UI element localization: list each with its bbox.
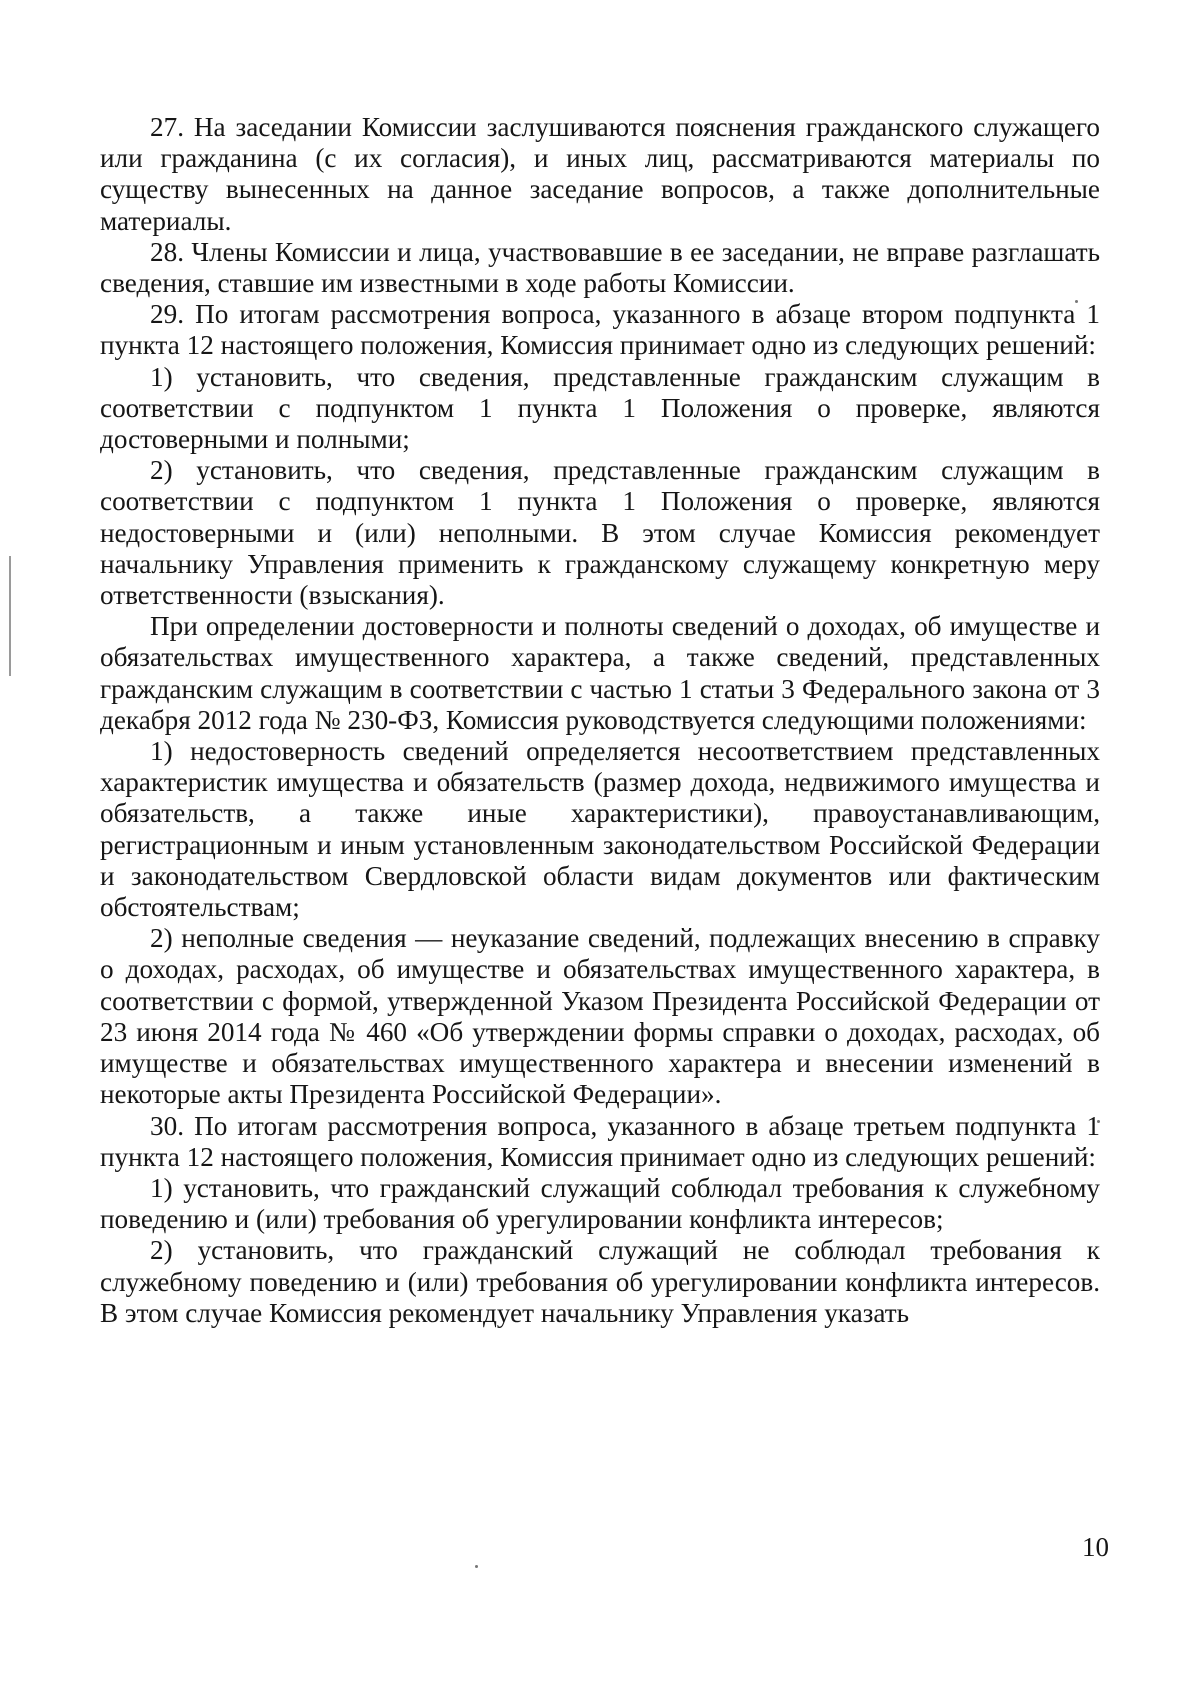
paragraph-29-item-2: 2) установить, что сведения, представленные гражданским служащим в соответствии с подпунктом 1 пункта 1 Положения о проверке, являются недостоверными и (или) неполными. В этом случае Комиссия рекомендует начальнику Управления применить к гражданскому служащему конкретную меру ответственности (взыскания).: [100, 455, 1100, 611]
paragraph-30-item-2: 2) установить, что гражданский служащий не соблюдал требования к служебному поведению и (или) требования об урегулировании конфликта интересов. В этом случае Комиссия рекомендует начальнику Управления указать: [100, 1235, 1100, 1328]
scan-speck: [475, 1565, 478, 1568]
paragraph-29-criteria-1: 1) недостоверность сведений определяется несоответствием представленных характеристик имущества и обязательств (размер дохода, недвижимого имущества и обязательств, а также иные характеристики), правоустанавливающим, регистрационным и иным установленным законодательством Российской Федерации и законодательством Свердловской области видам документов или фактическим обстоятельствам;: [100, 736, 1100, 923]
document-body: [100, 112, 1100, 1329]
paragraph-29-item-1: 1) установить, что сведения, представленные гражданским служащим в соответствии с подпунктом 1 пункта 1 Положения о проверке, являются достоверными и полными;: [100, 361, 1100, 455]
paragraph-29: 29. По итогам рассмотрения вопроса, указанного в абзаце втором подпункта 1 пункта 12 настоящего положения, Комиссия принимает одно из следующих решений:: [100, 299, 1100, 361]
paragraph-30: 30. По итогам рассмотрения вопроса, указанного в абзаце третьем подпункта 1 пункта 12 настоящего положения, Комиссия принимает одно из следующих решений:: [100, 1110, 1100, 1172]
paragraph-29-criteria-intro: При определении достоверности и полноты сведений о доходах, об имуществе и обязательствах имущественного характера, а также сведений, представленных гражданским служащим в соответствии с частью 1 статьи 3 Федерального закона от 3 декабря 2012 года № 230-ФЗ, Комиссия руководствуется следующими положениями:: [100, 611, 1100, 735]
scan-edge-mark: [9, 556, 11, 676]
paragraph-27: 27. На заседании Комиссии заслушиваются пояснения гражданского служащего или гражданина (с их согласия), и иных лиц, рассматриваются материалы по существу вынесенных на данное заседание вопросов, а также дополнительные материалы.: [100, 112, 1100, 236]
page-number: 10: [1082, 1532, 1109, 1562]
paragraph-30-item-1: 1) установить, что гражданский служащий соблюдал требования к служебному поведению и (или) требования об урегулировании конфликта интересов;: [100, 1172, 1100, 1235]
paragraph-29-criteria-2: 2) неполные сведения — неуказание сведений, подлежащих внесению в справку о доходах, расходах, об имуществе и обязательствах имущественного характера, в соответствии с формой, утвержденной Указом Президента Российской Федерации от 23 июня 2014 года № 460 «Об утверждении формы справки о доходах, расходах, об имуществе и обязательствах имущественного характера и внесении изменений в некоторые акты Президента Российской Федерации».: [100, 923, 1100, 1110]
paragraph-28: 28. Члены Комиссии и лица, участвовавшие в ее заседании, не вправе разглашать сведения, ставшие им известными в ходе работы Комиссии.: [100, 236, 1100, 299]
